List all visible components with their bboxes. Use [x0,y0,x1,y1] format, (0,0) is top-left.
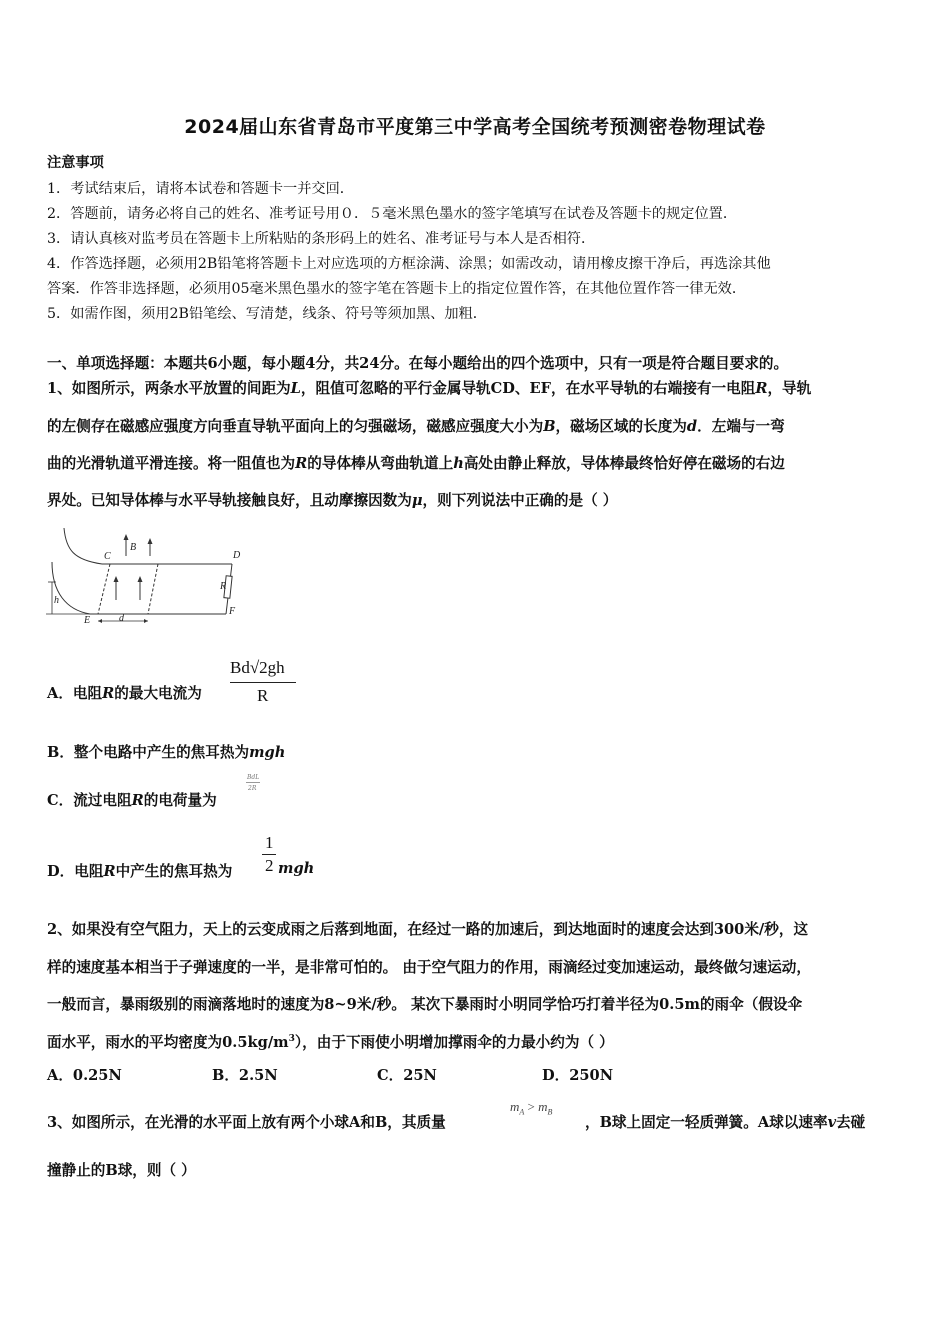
notice-item: 答案．作答非选择题，必须用05毫米黑色墨水的签字笔在答题卡上的指定位置作答，在其他位置作答一律无效． [47,281,747,297]
d-arrow-right [144,619,148,623]
label-h: h [54,595,59,606]
notice-item: 4．作答选择题，必须用2B铅笔将答题卡上对应选项的方框涂满、涂黑；如需改动，请用橡皮擦干净后，再选涂其他 [47,256,771,272]
field-arrow-head [124,534,129,540]
fraction-numerator: 1 [265,833,274,852]
q2-line-2: 样的速度基本相当于子弹速度的一半，是非常可怕的。 由于空气阻力的作用，雨滴经过变加速运动，最终做匀速运动， [47,959,811,976]
q3-line-1a: 3、如图所示，在光滑的水平面上放有两个小球A和B，其质量 [47,1114,446,1131]
label-c: C [104,551,111,562]
q3-line-2: 撞静止的B球，则（ ） [47,1162,196,1179]
option-c-fraction-bar [246,782,260,783]
fraction-denominator: 2 [265,856,274,875]
fraction-numerator: Bd√2gh [230,658,285,677]
notice-item: 2．答题前，请务必将自己的姓名、准考证号用０．５毫米黑色墨水的签字笔填写在试卷及答题卡的规定位置． [47,206,738,222]
notice-item: 3．请认真核对监考员在答题卡上所粘贴的条形码上的姓名、准考证号与本人是否相符． [47,231,596,247]
field-boundary-left [98,564,110,614]
d-arrow-left [98,619,102,623]
rail-diagram [44,522,259,627]
mass-inequality: $m_A > m_B$ [510,1099,553,1117]
q1-option-c[interactable]: C．流过电阻R的电荷量为 [47,792,217,809]
field-arrow-head [114,576,119,582]
q2-line-1: 2、如果没有空气阻力，天上的云变成雨之后落到地面，在经过一路的加速后，到达地面时的速度会达到300米/秒，这 [47,921,809,938]
notice-heading: 注意事项 [47,155,104,171]
curved-rail-back [64,528,102,564]
q1-line-4: 界处。已知导体棒与水平导轨接触良好，且动摩擦因数为μ，则下列说法中正确的是（ ） [47,492,618,509]
option-d-mgh: mgh [278,860,315,877]
option-c-denominator: 2R [248,785,257,792]
field-arrow-head [148,538,153,544]
q2-line-4: 面水平，雨水的平均密度为$0.5kg/m^3$），由于下雨使小明增加撑雨伞的力最小约为（ ） [47,1034,614,1051]
q2-option-c[interactable]: C．25N [377,1067,437,1084]
q1-line-3: 曲的光滑轨道平滑连接。将一阻值也为R的导体棒从弯曲轨道上h高处由静止释放，导体棒最终恰好停在磁场的右边 [47,455,785,472]
q2-option-d[interactable]: D．250N [542,1067,614,1084]
q1-line-1: 1、如图所示，两条水平放置的间距为L，阻值可忽略的平行金属导轨CD、EF，在水平导轨的右端接有一电阻R，导轨 [47,380,812,397]
fraction-bar [262,854,276,855]
q1-option-d[interactable]: D．电阻R中产生的焦耳热为 [47,863,233,880]
notice-item: 1．考试结束后，请将本试卷和答题卡一并交回． [47,181,354,197]
q1-line-2: 的左侧存在磁感应强度方向垂直导轨平面向上的匀强磁场，磁感应强度大小为B，磁场区域的长度为d．左端与一弯 [47,418,785,435]
q1-option-a[interactable]: A．电阻R的最大电流为 [47,685,202,702]
q2-line-3: 一般而言，暴雨级别的雨滴落地时的速度为8~9米/秒。 某次下暴雨时小明同学恰巧打着半径为0.5m的雨伞（假设伞 [47,996,803,1013]
q2-option-b[interactable]: B．2.5N [212,1067,278,1084]
section-heading: 一、单项选择题：本题共6小题，每小题4分，共24分。在每小题给出的四个选项中，只有一项是符合题目要求的。 [47,355,789,372]
q2-option-a[interactable]: A．0.25N [47,1067,122,1084]
exam-title: 2024届山东省青岛市平度第三中学高考全国统考预测密卷物理试卷 [184,116,766,138]
label-b: B [130,542,137,553]
fraction-bar [230,682,296,683]
notice-item: 5．如需作图，须用2B铅笔绘、写清楚，线条、符号等须加黑、加粗． [47,306,487,322]
label-f: F [229,606,236,617]
label-e: E [84,615,91,626]
field-arrow-head [138,576,143,582]
option-c-numerator: BdL [247,774,260,781]
label-d: D [233,550,241,561]
q3-line-1b: ，B球上固定一轻质弹簧。A球以速率v去碰 [585,1114,866,1131]
label-r: R [220,581,227,592]
label-d-length: d [119,613,124,624]
field-boundary-right [148,564,158,614]
fraction-denominator: R [257,686,269,705]
q1-option-b[interactable]: B．整个电路中产生的焦耳热为mgh [47,744,286,761]
curved-rail-front [52,562,90,614]
